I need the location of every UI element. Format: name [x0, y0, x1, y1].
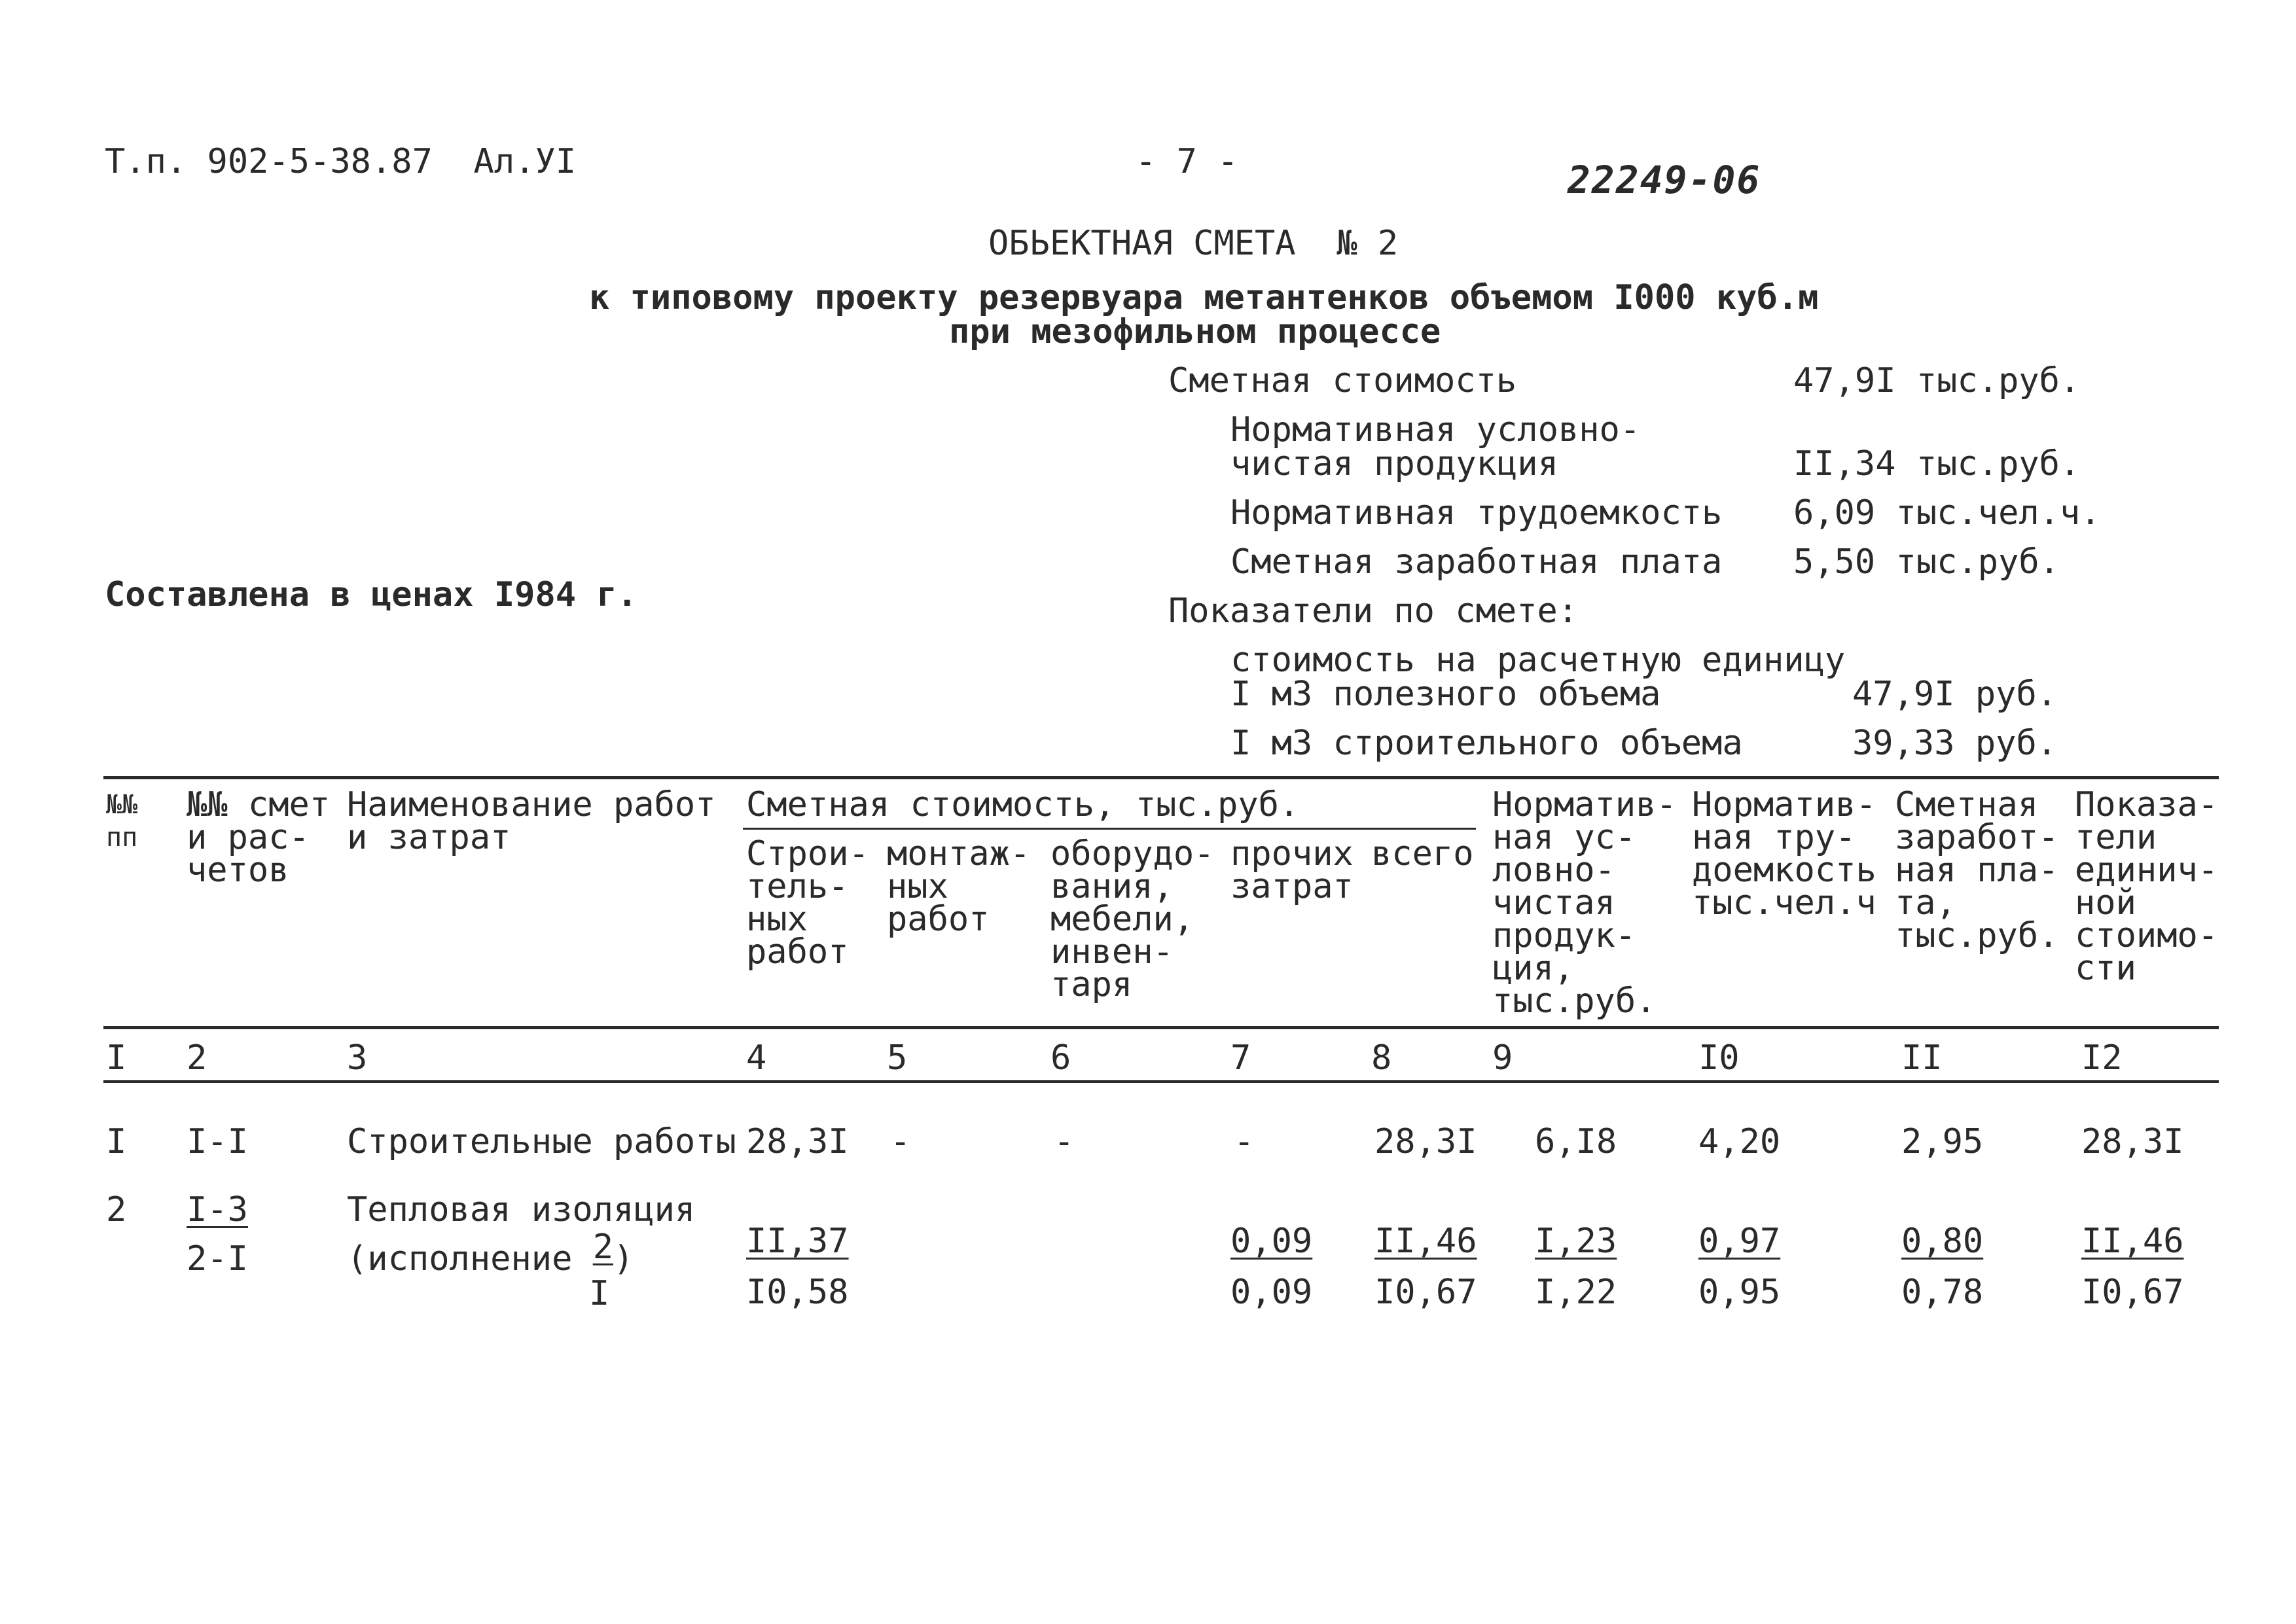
cost-label: Сметная стоимость [1168, 361, 1517, 400]
other-cost-top: 0,09 [1230, 1222, 1313, 1261]
column-number-rule [103, 1080, 2219, 1083]
other-cost: - [1234, 1122, 1255, 1161]
useful-volume-label: I м3 полезного объема [1230, 675, 1661, 714]
labor-bottom: 0,95 [1698, 1273, 1781, 1312]
wage: 2,95 [1901, 1122, 1984, 1161]
header-labor: Норматив- ная тру- доемкость тыс.чел.ч [1692, 785, 1876, 923]
header-unit-indicators: Показа- тели единич- ной стоимо- сти [2075, 785, 2219, 988]
page-number: - 7 - [1136, 142, 1238, 181]
wage-top: 0,80 [1901, 1222, 1984, 1261]
title-subtitle-line1: к типовому проекту резервуара метантенков объемом I000 куб.м [589, 278, 1819, 317]
wage-value: 5,50 тыс.руб. [1793, 542, 2060, 582]
composed-note: Составлена в ценах I984 г. [105, 575, 637, 614]
variant-fraction-bottom: I [589, 1274, 610, 1313]
column-number: I [106, 1038, 127, 1078]
build-volume-label: I м3 строительного объема [1230, 724, 1743, 763]
work-name-line2 [347, 1227, 634, 1279]
labor-label: Нормативная трудоемкость [1230, 493, 1723, 533]
column-number: I0 [1698, 1038, 1740, 1078]
header-equipment: оборудо- вания, мебели, инвен- таря [1050, 834, 1215, 1004]
net-production-label-2: чистая продукция [1230, 444, 1558, 484]
header-estimate-ref: №№ смет и рас- четов [187, 785, 331, 890]
document-title: ОБЬЕКТНАЯ СМЕТА № 2 [988, 224, 1399, 263]
column-number: 9 [1492, 1038, 1513, 1078]
row-number: I [106, 1122, 127, 1161]
header-bottom-rule [103, 1026, 2219, 1029]
column-number: II [1901, 1038, 1943, 1078]
variant-fraction-top: 2 [592, 1227, 613, 1267]
construction-cost: 28,3I [746, 1122, 849, 1161]
useful-volume-value: 47,9I руб. [1852, 675, 2058, 714]
labor-top: 0,97 [1698, 1222, 1781, 1261]
indicators-label: Показатели по смете: [1168, 591, 1579, 631]
header-wage: Сметная заработ- ная пла- та, тыс.руб. [1895, 785, 2059, 955]
net-production: 6,I8 [1535, 1122, 1617, 1161]
unit-cost-label: стоимость на расчетную единицу [1230, 641, 1846, 680]
header-net-production: Норматив- ная ус- ловно- чистая продук- ция, тыс.руб. [1492, 785, 1677, 1021]
total-cost-top: II,46 [1374, 1222, 1477, 1261]
unit-indicator-bottom: I0,67 [2081, 1273, 2184, 1312]
estimate-ref: I-I [187, 1122, 248, 1161]
wage-bottom: 0,78 [1901, 1273, 1984, 1312]
column-number: 2 [187, 1038, 207, 1078]
total-cost-bottom: I0,67 [1374, 1273, 1477, 1312]
net-production-label-1: Нормативная условно- [1230, 410, 1641, 450]
total-cost: 28,3I [1374, 1122, 1477, 1161]
header-cost-group: Сметная стоимость, тыс.руб. [746, 785, 1300, 824]
column-number: 5 [887, 1038, 908, 1078]
labor: 4,20 [1698, 1122, 1781, 1161]
header-total: всего [1371, 834, 1474, 874]
column-number: 3 [347, 1038, 368, 1078]
header-row-number: №№ пп [106, 790, 138, 853]
header-work-name: Наименование работ и затрат [347, 785, 716, 857]
other-cost-bottom: 0,09 [1230, 1273, 1313, 1312]
group-header-rule [743, 828, 1476, 830]
unit-indicator: 28,3I [2081, 1122, 2184, 1161]
build-volume-value: 39,33 руб. [1852, 724, 2058, 763]
variant-fraction-close: ) [613, 1239, 634, 1279]
estimate-ref-top: I-3 [187, 1190, 248, 1229]
net-production-top: I,23 [1535, 1222, 1617, 1261]
construction-cost-top: II,37 [746, 1222, 849, 1261]
unit-indicator-top: II,46 [2081, 1222, 2184, 1261]
document-reference: Т.п. 902-5-38.87 Ал.УI [105, 142, 577, 181]
row-number: 2 [106, 1190, 127, 1229]
archive-stamp: 22249-06 [1568, 158, 1761, 202]
column-number: 4 [746, 1038, 767, 1078]
column-number: 7 [1230, 1038, 1251, 1078]
column-number: 6 [1050, 1038, 1071, 1078]
column-number: I2 [2081, 1038, 2123, 1078]
work-name-variant: (исполнение [347, 1239, 593, 1279]
header-construction: Строи- тель- ных работ [746, 834, 869, 972]
estimate-ref-bottom: 2-I [187, 1239, 248, 1279]
construction-cost-bottom: I0,58 [746, 1273, 849, 1312]
installation-cost: - [890, 1122, 911, 1161]
net-production-bottom: I,22 [1535, 1273, 1617, 1312]
title-subtitle-line2: при мезофильном процессе [949, 312, 1441, 351]
column-number: 8 [1371, 1038, 1392, 1078]
equipment-cost: - [1054, 1122, 1075, 1161]
table-top-rule [103, 776, 2219, 779]
net-production-value: II,34 тыс.руб. [1793, 444, 2081, 484]
cost-value: 47,9I тыс.руб. [1793, 361, 2081, 400]
wage-label: Сметная заработная плата [1230, 542, 1723, 582]
work-name-line1: Тепловая изоляция [347, 1190, 696, 1229]
header-installation: монтаж- ных работ [887, 834, 1031, 939]
work-name: Строительные работы [347, 1122, 736, 1161]
labor-value: 6,09 тыс.чел.ч. [1793, 493, 2101, 533]
header-other: прочих затрат [1230, 834, 1354, 906]
